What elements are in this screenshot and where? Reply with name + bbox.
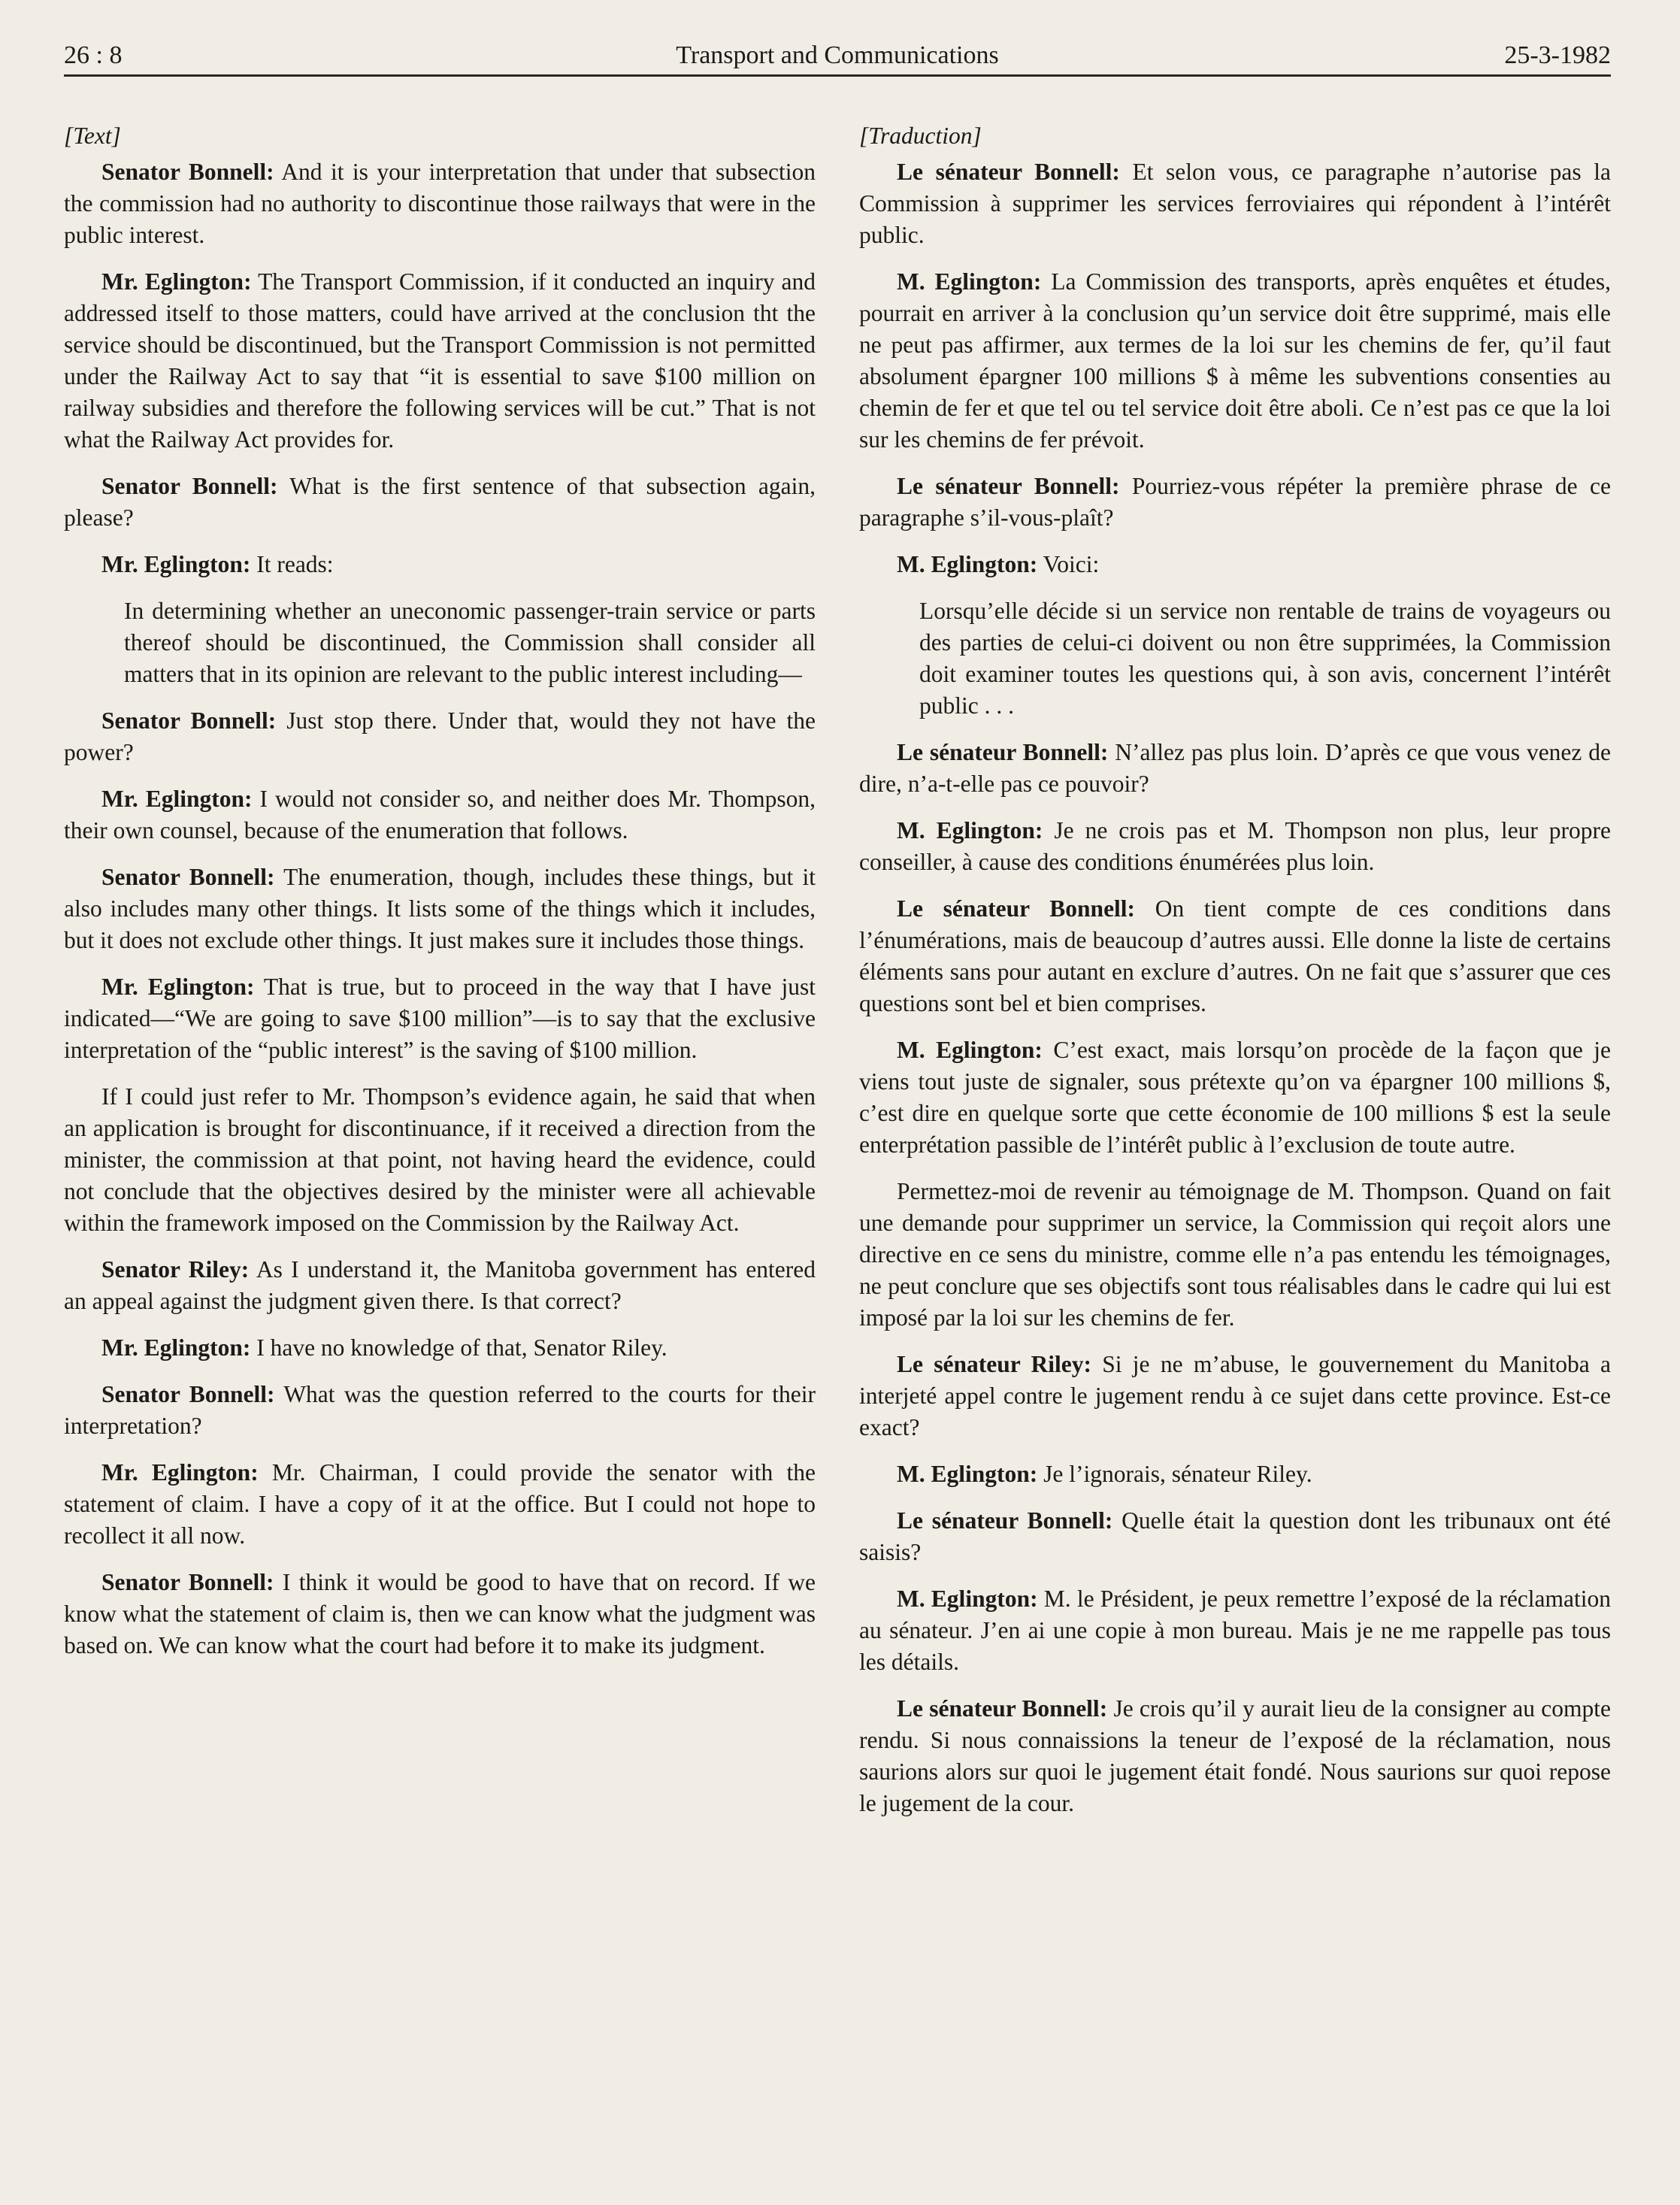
speech-text: Lorsqu’elle décide si un service non rentable de trains de voyageurs ou des parties de celui-ci doivent ou non être supprimées, la Commission doit examiner toutes les questions qui, à son avis, concernent l’intérêt public . . . (919, 598, 1611, 719)
speaker-name: M. Eglington: (897, 551, 1038, 577)
speaker-name: Senator Bonnell: (101, 707, 277, 734)
speaker-name: Le sénateur Bonnell: (897, 1507, 1113, 1534)
transcript-paragraph (64, 471, 816, 534)
column-label: [Traduction] (859, 123, 982, 149)
transcript-paragraph (859, 1349, 1611, 1443)
transcript-paragraph (859, 815, 1611, 878)
speech-text: As I understand it, the Manitoba government has entered an appeal against the judgment given there. Is that correct? (64, 1256, 816, 1314)
transcript-paragraph (859, 156, 1611, 251)
speech-text: Je crois qu’il y aurait lieu de la consigner au compte rendu. Si nous connaissions la teneur de l’exposé de la réclamation, nous saurions alors sur quoi le jugement était fondé. Nous saurions sur quoi repose le jugement de la cour. (859, 1695, 1611, 1816)
speaker-name: Mr. Eglington: (101, 786, 253, 812)
quoted-passage (919, 595, 1611, 722)
speech-text: That is true, but to proceed in the way that I have just indicated—“We are going to save $100 million”—is to say that the exclusive interpretation of the “public interest” is the saving of $100 million. (64, 974, 816, 1063)
transcript-paragraph (859, 1034, 1611, 1161)
speech-text: I would not consider so, and neither does Mr. Thompson, their own counsel, because of the enumeration that follows. (64, 786, 816, 844)
speech-text: The enumeration, though, includes these things, but it also includes many other things. It lists some of the things which it includes, but it does not exclude other things. It just makes sure it includes those things. (64, 864, 816, 953)
transcript-paragraph (859, 737, 1611, 800)
speech-text: I have no knowledge of that, Senator Riley. (250, 1334, 667, 1361)
transcript-paragraph (64, 1254, 816, 1317)
transcript-paragraph (64, 156, 816, 251)
speaker-name: Le sénateur Bonnell: (897, 739, 1109, 765)
transcript-paragraph (64, 705, 816, 768)
page-header (64, 41, 1611, 79)
speaker-name: M. Eglington: (897, 1586, 1038, 1612)
french-column (859, 120, 1611, 1834)
transcript-paragraph (64, 971, 816, 1066)
speaker-name: M. Eglington: (897, 1461, 1038, 1487)
transcript-paragraph (64, 783, 816, 847)
transcript-paragraph (859, 1693, 1611, 1819)
speech-text: Quelle était la question dont les tribunaux ont été saisis? (859, 1507, 1611, 1565)
header-rule (64, 74, 1611, 77)
speaker-name: Senator Riley: (101, 1256, 250, 1283)
transcript-paragraph (859, 1458, 1611, 1490)
speaker-name: Le sénateur Bonnell: (897, 159, 1120, 185)
speech-text: C’est exact, mais lorsqu’on procède de la façon que je viens tout juste de signaler, sous prétexte qu’on va épargner 100 millions $, c’est dire en quelque sorte que cette économie de 100 millions $ est la seule enterprétation passible de l’intérêt public à l’exclusion de toute autre. (859, 1037, 1612, 1158)
speech-text: Just stop there. Under that, would they not have the power? (64, 707, 816, 765)
transcript-paragraph (64, 1457, 816, 1552)
speaker-name: M. Eglington: (897, 1037, 1043, 1063)
transcript-paragraph (859, 471, 1611, 534)
transcript-paragraph (64, 1332, 816, 1364)
speech-text: Permettez-moi de revenir au témoignage de M. Thompson. Quand on fait une demande pour supprimer un service, la Commission qui reçoit alors une directive en ce sens du ministre, comme elle n’a pas entendu les témoignages, ne peut conclure que ses objectifs sont tous réalisables dans le cadre qui lui est imposé par la loi sur les chemins de fer. (859, 1178, 1611, 1331)
speaker-name: Senator Bonnell: (101, 159, 274, 185)
speaker-name: M. Eglington: (897, 817, 1043, 844)
transcript-paragraph (859, 893, 1611, 1019)
transcript-paragraph (64, 1081, 816, 1239)
speaker-name: Senator Bonnell: (101, 1569, 274, 1595)
speech-text: Je ne crois pas et M. Thompson non plus, leur propre conseiller, à cause des conditions énumérées plus loin. (859, 817, 1611, 875)
page-number: 26 : 8 (64, 41, 123, 69)
transcript-paragraph (64, 266, 816, 456)
speech-text: Pourriez-vous répéter la première phrase de ce paragraphe s’il-vous-plaît? (859, 473, 1611, 531)
speaker-name: Le sénateur Bonnell: (897, 473, 1120, 499)
speech-text: Si je ne m’abuse, le gouvernement du Manitoba a interjeté appel contre le jugement rendu à ce sujet dans cette province. Est-ce exact? (859, 1351, 1611, 1440)
running-title: Transport and Communications (676, 41, 999, 69)
speech-text: Mr. Chairman, I could provide the senator with the statement of claim. I have a copy of it at the office. But I could not hope to recollect it all now. (64, 1459, 816, 1549)
speech-text: What is the first sentence of that subsection again, please? (64, 473, 816, 531)
speaker-name: Mr. Eglington: (101, 1459, 259, 1486)
speaker-name: Senator Bonnell: (101, 473, 278, 499)
page-date: 25-3-1982 (1504, 41, 1611, 69)
speech-text: It reads: (250, 551, 334, 577)
speaker-name: M. Eglington: (897, 268, 1042, 295)
english-column (64, 120, 816, 1676)
speaker-name: Mr. Eglington: (101, 268, 252, 295)
speech-text: N’allez pas plus loin. D’après ce que vous venez de dire, n’a-t-elle pas ce pouvoir? (859, 739, 1611, 797)
speech-text: If I could just refer to Mr. Thompson’s evidence again, he said that when an application is brought for discontinuance, if it received a direction from the minister, the commission at that point, not having heard the evidence, could not conclude that the objectives desired by the minister were all achievable within the framework imposed on the Commission by the Railway Act. (64, 1083, 816, 1236)
speaker-name: Le sénateur Bonnell: (897, 895, 1136, 922)
quoted-passage (124, 595, 816, 690)
speech-text: M. le Président, je peux remettre l’exposé de la réclamation au sénateur. J’en ai une copie à mon bureau. Mais je ne me rappelle pas tous les détails. (859, 1586, 1612, 1675)
speech-text: I think it would be good to have that on record. If we know what the statement of claim is, then we can know what the judgment was based on. We can know what the court had before it to make its judgment. (64, 1569, 816, 1658)
speaker-name: Mr. Eglington: (101, 1334, 251, 1361)
transcript-paragraph (859, 1505, 1611, 1568)
speech-text: La Commission des transports, après enquêtes et études, pourrait en arriver à la conclusion qu’un service doit être supprimé, mais elle ne peut pas affirmer, aux termes de la loi sur les chemins de fer, qu’il faut absolument épargner 100 millions $ à même les subventions consenties au chemin de fer et que tel ou tel service doit être aboli. Ce n’est pas ce que la loi sur les chemins de fer prévoit. (859, 268, 1611, 453)
transcript-paragraph (64, 862, 816, 956)
speech-text: The Transport Commission, if it conducted an inquiry and addressed itself to those matters, could have arrived at the conclusion tht the service should be discontinued, but the Transport Commission is not permitted under the Railway Act to say that “it is essential to save $100 million on railway subsidies and therefore the following services will be cut.” That is not what the Railway Act provides for. (64, 268, 816, 453)
speaker-name: Mr. Eglington: (101, 551, 251, 577)
speaker-name: Senator Bonnell: (101, 1381, 275, 1407)
speaker-name: Senator Bonnell: (101, 864, 275, 890)
speech-text: Je l’ignorais, sénateur Riley. (1037, 1461, 1312, 1487)
speech-text: Et selon vous, ce paragraphe n’autorise pas la Commission à supprimer les services ferroviaires qui répondent à l’intérêt public. (859, 159, 1611, 248)
speaker-name: Mr. Eglington: (101, 974, 255, 1000)
transcript-paragraph (64, 1379, 816, 1442)
transcript-paragraph (859, 549, 1611, 580)
speaker-name: Le sénateur Riley: (897, 1351, 1091, 1377)
speech-text: In determining whether an uneconomic passenger-train service or parts thereof should be discontinued, the Commission shall consider all matters that in its opinion are relevant to the public interest including— (124, 598, 816, 687)
transcript-paragraph (64, 1567, 816, 1661)
transcript-paragraph (859, 1583, 1611, 1678)
transcript-paragraph (859, 1176, 1611, 1334)
transcript-paragraph (64, 549, 816, 580)
speaker-name: Le sénateur Bonnell: (897, 1695, 1108, 1722)
speech-text: What was the question referred to the courts for their interpretation? (64, 1381, 816, 1439)
speech-text: And it is your interpretation that under that subsection the commission had no authority to discontinue those railways that were in the public interest. (64, 159, 816, 248)
transcript-paragraph (859, 266, 1611, 456)
column-label: [Text] (64, 123, 121, 149)
speech-text: On tient compte de ces conditions dans l’énumérations, mais de beaucoup d’autres aussi. Elle donne la liste de certains éléments sans pour autant en exclure d’autres. On ne fait que s’assurer que ces questions sont bel et bien comprises. (859, 895, 1611, 1016)
speech-text: Voici: (1037, 551, 1100, 577)
